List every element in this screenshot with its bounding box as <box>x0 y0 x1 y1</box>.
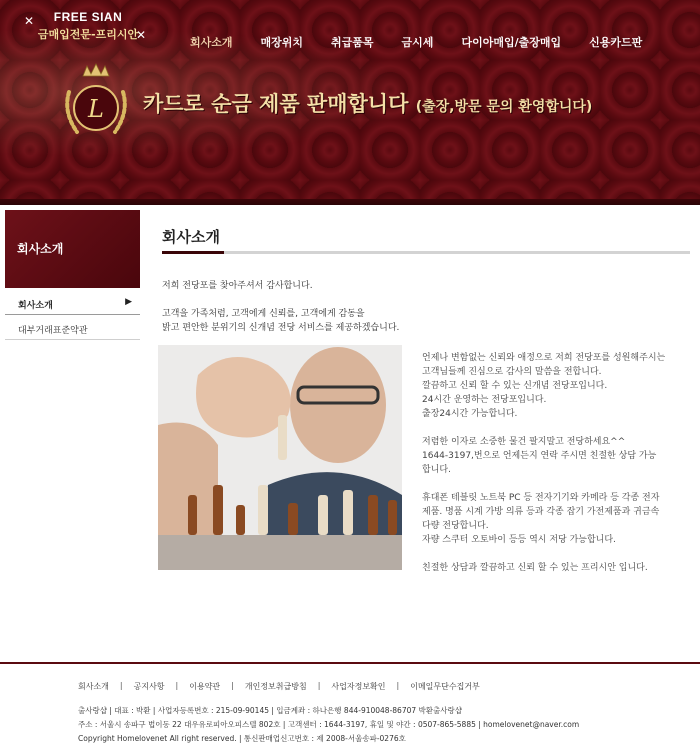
footer-info-line: 주소 : 서울시 송파구 법이동 22 대우유로피아오피스텔 802호 | 고객센터 : 1644-3197, 휴일 및 야간 : 0507-865-5885 | homelovenet@naver.com <box>78 720 580 729</box>
title-divider-accent <box>162 251 224 254</box>
body-line: 합니다. <box>422 465 451 475</box>
logo-subtitle: 금매입전문-프리시안 <box>37 28 139 41</box>
footer-separator: | <box>175 681 179 690</box>
nav-item-card[interactable]: 신용카드판 <box>589 36 643 49</box>
sidebar-item-label: 회사소개 <box>18 301 53 311</box>
sidebar-header <box>5 210 140 288</box>
body-line: 저렴한 이자로 소중한 물건 팔지말고 전당하세요^^ <box>422 437 626 447</box>
body-line: 휴대폰 테블릿 노트북 PC 등 전자기기와 카메라 등 각종 전자 <box>422 493 660 503</box>
body-line: 제품. 명품 시계 가방 의류 등과 각종 잡기 가전제품과 귀금속 <box>422 507 660 517</box>
svg-text:L: L <box>88 95 104 123</box>
body-line: 출장24시간 가능합니다. <box>422 409 518 419</box>
sidebar-title: 회사소개 <box>17 242 64 256</box>
footer-link-terms[interactable]: 이용약관 <box>189 682 221 691</box>
sparkle-icon: ✕ <box>24 14 35 28</box>
body-line: 친절한 상담과 깔끔하고 신뢰 할 수 있는 프리시안 입니다. <box>422 563 648 573</box>
footer-link-privacy[interactable]: 개인정보취급방침 <box>244 682 307 691</box>
nav-item-location[interactable]: 매장위치 <box>260 36 304 49</box>
banner-slogan-main: 카드로 순금 제품 판매합니다 <box>143 92 409 116</box>
footer-link-notice[interactable]: 공지사항 <box>133 682 165 691</box>
footer-link-company[interactable]: 회사소개 <box>78 682 109 691</box>
sidebar-item-loan-terms[interactable] <box>5 316 140 340</box>
crown-laurel-emblem <box>55 62 137 144</box>
nav-item-company[interactable]: 회사소개 <box>190 36 233 49</box>
footer-info-line: Copyright Homelovenet All right reserved. | 통신판매업신고번호 : 제 2008-서울송파-0276호 <box>78 734 406 743</box>
footer-links <box>78 681 480 692</box>
intro-line: 저희 전당포를 찾아주셔서 감사합니다. <box>162 281 313 291</box>
footer-info-line: 출사랑샵 | 대표 : 박환 | 사업자등록번호 : 215-09-90145 | 입금계좌 : 하나은행 844-910048-86707 박환출사랑샵 <box>78 706 462 715</box>
footer-separator: | <box>317 681 321 690</box>
body-line: 고객님들께 진심으로 감사의 말씀을 전합니다. <box>422 367 602 377</box>
body-line: 1644-3197,번으로 언제든지 연락 주시면 친절한 상담 가능 <box>422 451 657 461</box>
header-banner <box>0 0 700 205</box>
nav-item-products[interactable]: 취급품목 <box>331 36 374 49</box>
nav-item-diamond[interactable]: 다이아매입/출장매입 <box>461 36 562 49</box>
site-logo[interactable] <box>18 10 158 56</box>
logo-title: FREE SIAN <box>53 10 123 24</box>
nav-item-gold-price[interactable]: 금시세 <box>401 36 434 49</box>
footer-separator: | <box>231 681 234 690</box>
footer-separator: | <box>119 681 123 690</box>
arrow-right-icon: ▶ <box>125 297 132 307</box>
main-nav <box>176 34 656 50</box>
intro-line: 밝고 편안한 분위기의 신개념 전당 서비스를 제공하겠습니다. <box>162 323 400 333</box>
title-divider <box>162 251 690 254</box>
body-line: 24시간 운영하는 전당포입니다. <box>422 395 547 405</box>
chess-photo <box>158 345 402 570</box>
body-line: 언제나 변함없는 신뢰와 애정으로 저희 전당포를 성원해주시는 <box>422 353 666 363</box>
body-line: 자량 스쿠터 오토바이 등등 역시 저당 가능합니다. <box>422 535 616 545</box>
footer-link-email-policy[interactable]: 이메일무단수집거부 <box>410 682 480 691</box>
footer-divider <box>0 662 700 664</box>
banner-slogan <box>143 88 592 118</box>
sidebar-item-company[interactable] <box>5 291 140 315</box>
footer-separator: | <box>396 681 400 690</box>
footer-link-business-info[interactable]: 사업자정보확인 <box>331 682 386 691</box>
banner-slogan-sub: (출장,방문 문의 환영합니다) <box>415 99 593 115</box>
sidebar-item-label: 대부거래표준약관 <box>18 326 88 336</box>
body-line: 다량 전당합니다. <box>422 521 489 531</box>
body-line: 깔끔하고 신뢰 할 수 있는 신개념 전당포입니다. <box>422 381 608 391</box>
sparkle-icon: ✕ <box>136 28 147 42</box>
intro-line: 고객을 가족처럼, 고객에게 신뢰를, 고객에게 감동을 <box>162 309 365 319</box>
page-title: 회사소개 <box>162 228 220 246</box>
